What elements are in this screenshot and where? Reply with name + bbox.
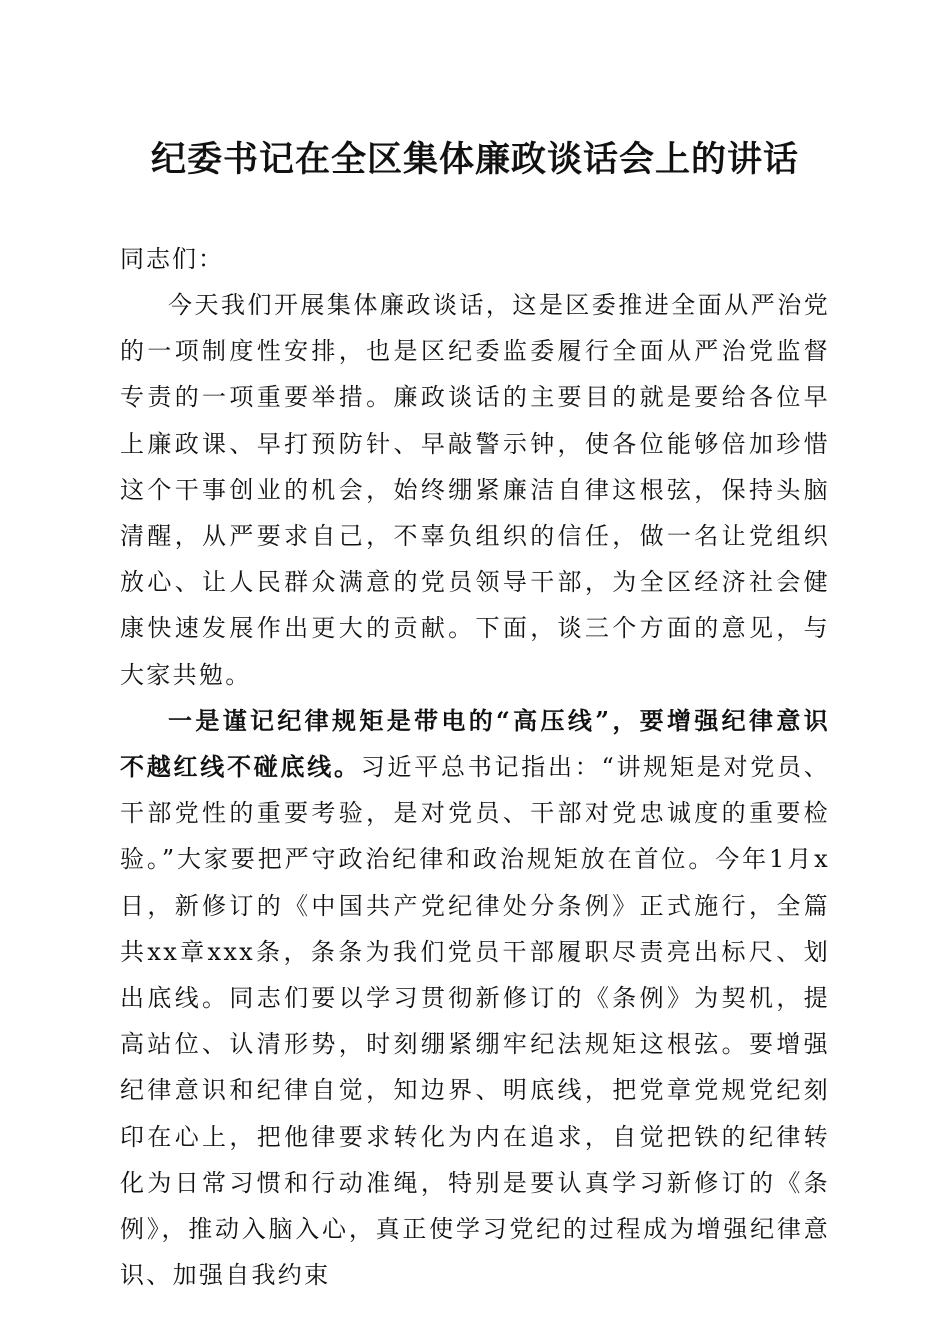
point-one-text: 习近平总书记指出：“讲规矩是对党员、干部党性的重要考验，是对党员、干部对党忠诚度的重要检验。”大家要把严守政治纪律和政治规矩放在首位。今年1月x日，新修订的《中国共产党纪律处分条例》正式施行，全篇共xx章xxx条，条条为我们党员干部履职尽责亮出标尺、划出底线。同志们要以学习贯彻新修订的《条例》为契机，提高站位、认清形势，时刻绷紧绷牢纪法规矩这根弦。要增强纪律意识和纪律自觉，知边界、明底线，把党章党规党纪刻印在心上，把他律要求转化为内在追求，自觉把铁的纪律转化为日常习惯和行动准绳，特别是要认真学习新修订的《条例》，推动入脑入心，真正使学习党纪的过程成为增强纪律意识、加强自我约束 [120,753,831,1290]
paragraph-intro: 今天我们开展集体廉政谈话，这是区委推进全面从严治党的一项制度性安排，也是区纪委监委履行全面从严治党监督专责的一项重要举措。廉政谈话的主要目的就是要给各位早上廉政课、早打预防针、早敲警示钟，使各位能够倍加珍惜这个干事创业的机会，始终绷紧廉洁自律这根弦，保持头脑清醒，从严要求自己，不辜负组织的信任，做一名让党组织放心、让人民群众满意的党员领导干部，为全区经济社会健康快速发展作出更大的贡献。下面，谈三个方面的意见，与大家共勉。 [120,291,830,689]
document-title: 纪委书记在全区集体廉政谈话会上的讲话 [150,139,799,180]
document-body [120,236,830,1298]
salutation: 同志们： [120,245,224,273]
paragraph-point-one [120,698,830,1299]
point-one-heading: 一是谨记纪律规矩是带电的“高压线”，要增强纪律意识不越红线不碰底线。 [120,705,830,782]
